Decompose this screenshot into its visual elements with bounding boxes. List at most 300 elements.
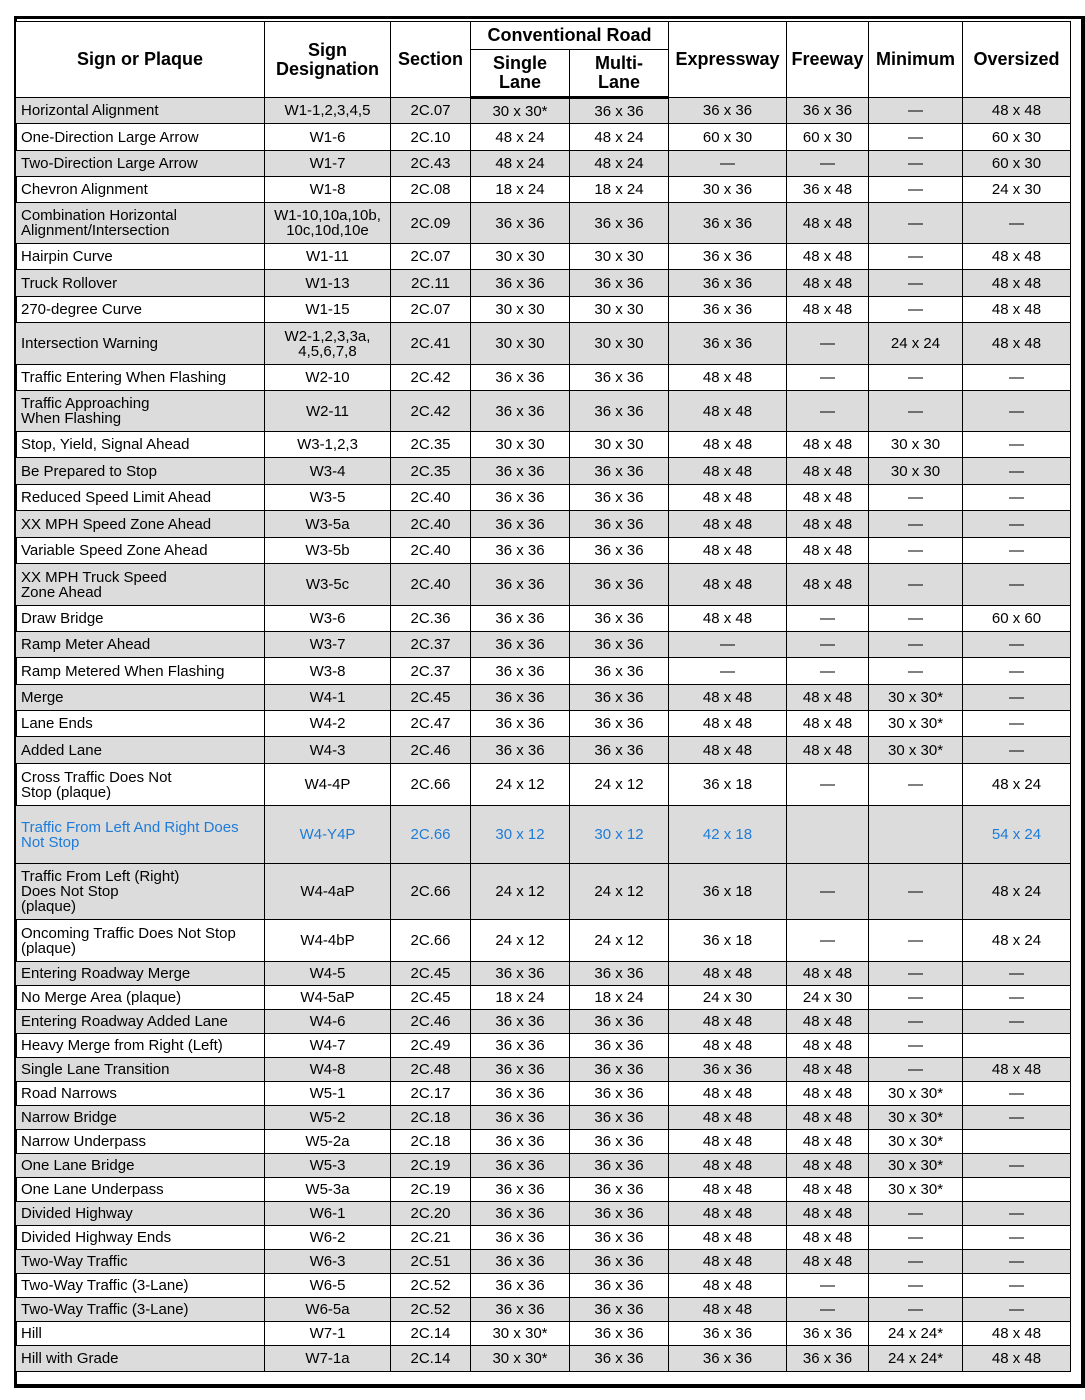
- table-row: [16, 365, 1071, 391]
- expressway-cell: 36 x 18: [669, 864, 787, 920]
- freeway-cell: 48 x 48: [787, 1082, 869, 1106]
- table-row: [16, 806, 1071, 864]
- minimum-cell: —: [869, 920, 963, 962]
- section-cell: 2C.66: [391, 920, 471, 962]
- minimum-cell: —: [869, 606, 963, 632]
- header-conventional-road: Conventional Road: [471, 22, 669, 50]
- multi-lane-cell: 36 x 36: [570, 538, 669, 564]
- designation-cell: W4-1: [265, 685, 391, 711]
- oversized-cell: —: [963, 1202, 1071, 1226]
- single-lane-cell: 36 x 36: [471, 658, 570, 685]
- sign-name-cell: Combination Horizontal Alignment/Intersection: [16, 203, 265, 244]
- expressway-cell: 48 x 48: [669, 1010, 787, 1034]
- sign-name-cell: Truck Rollover: [16, 270, 265, 297]
- section-cell: 2C.43: [391, 151, 471, 177]
- oversized-cell: 60 x 30: [963, 124, 1071, 151]
- multi-lane-cell: 36 x 36: [570, 1250, 669, 1274]
- multi-lane-cell: 36 x 36: [570, 658, 669, 685]
- expressway-cell: 48 x 48: [669, 365, 787, 391]
- multi-lane-cell: 36 x 36: [570, 737, 669, 764]
- oversized-cell: —: [963, 1274, 1071, 1298]
- table-row: [16, 391, 1071, 432]
- minimum-cell: —: [869, 1250, 963, 1274]
- multi-lane-cell: 36 x 36: [570, 270, 669, 297]
- minimum-cell: —: [869, 986, 963, 1010]
- single-lane-cell: 36 x 36: [471, 1082, 570, 1106]
- header-designation-line2: Designation: [275, 58, 379, 79]
- table-row: [16, 1250, 1071, 1274]
- oversized-cell: —: [963, 986, 1071, 1010]
- single-lane-cell: 18 x 24: [471, 986, 570, 1010]
- single-lane-cell: 18 x 24: [471, 177, 570, 203]
- section-cell: 2C.07: [391, 297, 471, 323]
- multi-lane-cell: 36 x 36: [570, 98, 669, 124]
- freeway-cell: 24 x 30: [787, 986, 869, 1010]
- designation-cell: W4-2: [265, 711, 391, 737]
- section-cell: 2C.41: [391, 323, 471, 365]
- expressway-cell: 36 x 36: [669, 1346, 787, 1372]
- single-lane-cell: 36 x 36: [471, 632, 570, 658]
- oversized-cell: —: [963, 658, 1071, 685]
- oversized-cell: 60 x 60: [963, 606, 1071, 632]
- section-cell: 2C.49: [391, 1034, 471, 1058]
- freeway-cell: —: [787, 632, 869, 658]
- multi-lane-cell: 36 x 36: [570, 511, 669, 538]
- single-lane-cell: 36 x 36: [471, 511, 570, 538]
- freeway-cell: 48 x 48: [787, 1250, 869, 1274]
- section-cell: 2C.52: [391, 1298, 471, 1322]
- oversized-cell: —: [963, 458, 1071, 485]
- table-row: [16, 151, 1071, 177]
- oversized-cell: —: [963, 564, 1071, 606]
- minimum-cell: —: [869, 270, 963, 297]
- minimum-cell: 30 x 30*: [869, 1082, 963, 1106]
- table-row: [16, 1298, 1071, 1322]
- multi-lane-cell: 36 x 36: [570, 1322, 669, 1346]
- oversized-cell: 48 x 48: [963, 270, 1071, 297]
- freeway-cell: 48 x 48: [787, 244, 869, 270]
- minimum-cell: 30 x 30*: [869, 737, 963, 764]
- sign-name-cell: XX MPH Speed Zone Ahead: [16, 511, 265, 538]
- table-row: [16, 1010, 1071, 1034]
- table-row: [16, 177, 1071, 203]
- designation-cell: W4-4P: [265, 764, 391, 806]
- expressway-cell: 48 x 48: [669, 1154, 787, 1178]
- designation-cell: W1-11: [265, 244, 391, 270]
- oversized-cell: 48 x 48: [963, 297, 1071, 323]
- sign-name-cell: Two-Way Traffic (3-Lane): [16, 1274, 265, 1298]
- designation-cell: W2-1,2,3,3a, 4,5,6,7,8: [265, 323, 391, 365]
- multi-lane-cell: 30 x 30: [570, 244, 669, 270]
- single-lane-cell: 36 x 36: [471, 564, 570, 606]
- multi-lane-cell: 30 x 30: [570, 432, 669, 458]
- designation-cell: W7-1: [265, 1322, 391, 1346]
- freeway-cell: —: [787, 606, 869, 632]
- designation-cell: W5-3a: [265, 1178, 391, 1202]
- freeway-cell: 48 x 48: [787, 1178, 869, 1202]
- oversized-cell: —: [963, 1010, 1071, 1034]
- multi-lane-cell: 36 x 36: [570, 365, 669, 391]
- sign-name-cell: Traffic Entering When Flashing: [16, 365, 265, 391]
- single-lane-cell: 24 x 12: [471, 764, 570, 806]
- table-row: [16, 658, 1071, 685]
- single-lane-cell: 36 x 36: [471, 270, 570, 297]
- oversized-cell: 48 x 48: [963, 1346, 1071, 1372]
- section-cell: 2C.37: [391, 658, 471, 685]
- section-cell: 2C.66: [391, 806, 471, 864]
- expressway-cell: 36 x 36: [669, 203, 787, 244]
- freeway-cell: 48 x 48: [787, 737, 869, 764]
- multi-lane-cell: 30 x 30: [570, 297, 669, 323]
- section-cell: 2C.18: [391, 1106, 471, 1130]
- table-row: [16, 1082, 1071, 1106]
- oversized-cell: —: [963, 365, 1071, 391]
- header-expressway: Expressway: [669, 22, 787, 98]
- table-row: [16, 564, 1071, 606]
- section-cell: 2C.19: [391, 1154, 471, 1178]
- multi-lane-cell: 36 x 36: [570, 391, 669, 432]
- single-lane-cell: 36 x 36: [471, 1298, 570, 1322]
- minimum-cell: 30 x 30*: [869, 1178, 963, 1202]
- oversized-cell: 48 x 48: [963, 323, 1071, 365]
- sign-name-cell: Intersection Warning: [16, 323, 265, 365]
- minimum-cell: —: [869, 864, 963, 920]
- header-designation-line1: Sign: [308, 39, 347, 60]
- minimum-cell: 30 x 30: [869, 458, 963, 485]
- section-cell: 2C.07: [391, 98, 471, 124]
- freeway-cell: 48 x 48: [787, 1034, 869, 1058]
- multi-lane-cell: 36 x 36: [570, 1058, 669, 1082]
- table-row: [16, 511, 1071, 538]
- freeway-cell: 48 x 48: [787, 297, 869, 323]
- designation-cell: W5-2a: [265, 1130, 391, 1154]
- single-lane-cell: 36 x 36: [471, 711, 570, 737]
- oversized-cell: [963, 1178, 1071, 1202]
- multi-lane-cell: 36 x 36: [570, 606, 669, 632]
- designation-cell: W2-10: [265, 365, 391, 391]
- oversized-cell: —: [963, 511, 1071, 538]
- table-row: [16, 962, 1071, 986]
- designation-cell: W4-8: [265, 1058, 391, 1082]
- header-sign-designation: [265, 22, 391, 98]
- section-cell: 2C.47: [391, 711, 471, 737]
- freeway-cell: 60 x 30: [787, 124, 869, 151]
- designation-cell: W3-7: [265, 632, 391, 658]
- single-lane-cell: 30 x 30*: [471, 1322, 570, 1346]
- section-cell: 2C.46: [391, 1010, 471, 1034]
- designation-cell: W3-6: [265, 606, 391, 632]
- expressway-cell: 48 x 48: [669, 564, 787, 606]
- expressway-cell: 36 x 18: [669, 920, 787, 962]
- table-row: [16, 485, 1071, 511]
- expressway-cell: 42 x 18: [669, 806, 787, 864]
- expressway-cell: —: [669, 632, 787, 658]
- minimum-cell: 30 x 30*: [869, 711, 963, 737]
- single-lane-cell: 36 x 36: [471, 1058, 570, 1082]
- section-cell: 2C.66: [391, 864, 471, 920]
- table-row: [16, 270, 1071, 297]
- table-row: [16, 203, 1071, 244]
- single-lane-cell: 30 x 30: [471, 323, 570, 365]
- section-cell: 2C.10: [391, 124, 471, 151]
- multi-lane-cell: 36 x 36: [570, 1106, 669, 1130]
- oversized-cell: —: [963, 203, 1071, 244]
- expressway-cell: 48 x 48: [669, 737, 787, 764]
- designation-cell: W4-4aP: [265, 864, 391, 920]
- expressway-cell: 36 x 36: [669, 1322, 787, 1346]
- table-row: [16, 1106, 1071, 1130]
- section-cell: 2C.07: [391, 244, 471, 270]
- multi-lane-cell: 36 x 36: [570, 1346, 669, 1372]
- multi-lane-cell: 48 x 24: [570, 151, 669, 177]
- sign-name-cell: Cross Traffic Does Not Stop (plaque): [16, 764, 265, 806]
- section-cell: 2C.45: [391, 962, 471, 986]
- section-cell: 2C.40: [391, 538, 471, 564]
- table-row: [16, 920, 1071, 962]
- sign-name-cell: Hill: [16, 1322, 265, 1346]
- section-cell: 2C.46: [391, 737, 471, 764]
- expressway-cell: 48 x 48: [669, 432, 787, 458]
- designation-cell: W3-4: [265, 458, 391, 485]
- table-row: [16, 297, 1071, 323]
- single-lane-cell: 36 x 36: [471, 485, 570, 511]
- minimum-cell: —: [869, 151, 963, 177]
- expressway-cell: 48 x 48: [669, 458, 787, 485]
- freeway-cell: 48 x 48: [787, 538, 869, 564]
- minimum-cell: —: [869, 1298, 963, 1322]
- expressway-cell: 36 x 18: [669, 764, 787, 806]
- expressway-cell: 48 x 48: [669, 711, 787, 737]
- header-oversized: Oversized: [963, 22, 1071, 98]
- single-lane-cell: 36 x 36: [471, 1154, 570, 1178]
- sign-name-cell: Traffic From Left And Right Does Not Stop: [16, 806, 265, 864]
- multi-lane-cell: 24 x 12: [570, 764, 669, 806]
- multi-lane-cell: 36 x 36: [570, 1034, 669, 1058]
- table-row: [16, 1034, 1071, 1058]
- freeway-cell: 48 x 48: [787, 511, 869, 538]
- table-row: [16, 1058, 1071, 1082]
- oversized-cell: —: [963, 737, 1071, 764]
- expressway-cell: 48 x 48: [669, 1178, 787, 1202]
- expressway-cell: 60 x 30: [669, 124, 787, 151]
- sign-size-table: [15, 21, 1071, 1372]
- expressway-cell: 36 x 36: [669, 323, 787, 365]
- designation-cell: W6-5: [265, 1274, 391, 1298]
- minimum-cell: 30 x 30*: [869, 1106, 963, 1130]
- sign-name-cell: Divided Highway: [16, 1202, 265, 1226]
- freeway-cell: —: [787, 764, 869, 806]
- designation-cell: W5-1: [265, 1082, 391, 1106]
- single-lane-cell: 36 x 36: [471, 1010, 570, 1034]
- oversized-cell: —: [963, 1226, 1071, 1250]
- sign-name-cell: Traffic From Left (Right) Does Not Stop (plaque): [16, 864, 265, 920]
- header-sign-or-plaque: Sign or Plaque: [16, 22, 265, 98]
- oversized-cell: —: [963, 685, 1071, 711]
- single-lane-cell: 36 x 36: [471, 538, 570, 564]
- sign-name-cell: Single Lane Transition: [16, 1058, 265, 1082]
- table-row: [16, 124, 1071, 151]
- sign-name-cell: Heavy Merge from Right (Left): [16, 1034, 265, 1058]
- sign-name-cell: Two-Way Traffic (3-Lane): [16, 1298, 265, 1322]
- oversized-cell: 48 x 48: [963, 98, 1071, 124]
- oversized-cell: 48 x 24: [963, 864, 1071, 920]
- header-single-lane: [471, 50, 570, 98]
- minimum-cell: —: [869, 538, 963, 564]
- designation-cell: W3-5: [265, 485, 391, 511]
- oversized-cell: —: [963, 1298, 1071, 1322]
- oversized-cell: 48 x 24: [963, 764, 1071, 806]
- expressway-cell: 36 x 36: [669, 270, 787, 297]
- single-lane-cell: 36 x 36: [471, 606, 570, 632]
- multi-lane-cell: 36 x 36: [570, 485, 669, 511]
- designation-cell: W3-5a: [265, 511, 391, 538]
- oversized-cell: 48 x 48: [963, 1058, 1071, 1082]
- single-lane-cell: 36 x 36: [471, 962, 570, 986]
- expressway-cell: 48 x 48: [669, 1274, 787, 1298]
- header-section: Section: [391, 22, 471, 98]
- table-row: [16, 244, 1071, 270]
- sign-name-cell: Divided Highway Ends: [16, 1226, 265, 1250]
- single-lane-cell: 36 x 36: [471, 365, 570, 391]
- sign-name-cell: One Lane Bridge: [16, 1154, 265, 1178]
- section-cell: 2C.21: [391, 1226, 471, 1250]
- section-cell: 2C.18: [391, 1130, 471, 1154]
- sign-name-cell: Ramp Meter Ahead: [16, 632, 265, 658]
- sign-name-cell: 270-degree Curve: [16, 297, 265, 323]
- single-lane-cell: 24 x 12: [471, 864, 570, 920]
- header-single-line2: Lane: [498, 72, 541, 92]
- freeway-cell: 48 x 48: [787, 270, 869, 297]
- multi-lane-cell: 36 x 36: [570, 564, 669, 606]
- designation-cell: W1-6: [265, 124, 391, 151]
- minimum-cell: —: [869, 177, 963, 203]
- single-lane-cell: 30 x 30*: [471, 98, 570, 124]
- designation-cell: W2-11: [265, 391, 391, 432]
- single-lane-cell: 36 x 36: [471, 1226, 570, 1250]
- sign-name-cell: Stop, Yield, Signal Ahead: [16, 432, 265, 458]
- sign-name-cell: Two-Way Traffic: [16, 1250, 265, 1274]
- single-lane-cell: 36 x 36: [471, 1178, 570, 1202]
- sign-name-cell: Lane Ends: [16, 711, 265, 737]
- minimum-cell: 24 x 24: [869, 323, 963, 365]
- sign-name-cell: Traffic Approaching When Flashing: [16, 391, 265, 432]
- freeway-cell: —: [787, 864, 869, 920]
- oversized-cell: [963, 1034, 1071, 1058]
- minimum-cell: 30 x 30*: [869, 685, 963, 711]
- single-lane-cell: 30 x 12: [471, 806, 570, 864]
- multi-lane-cell: 36 x 36: [570, 1010, 669, 1034]
- designation-cell: W4-5: [265, 962, 391, 986]
- section-cell: 2C.35: [391, 458, 471, 485]
- designation-cell: W7-1a: [265, 1346, 391, 1372]
- freeway-cell: 48 x 48: [787, 962, 869, 986]
- minimum-cell: —: [869, 485, 963, 511]
- section-cell: 2C.45: [391, 685, 471, 711]
- sign-name-cell: Narrow Underpass: [16, 1130, 265, 1154]
- section-cell: 2C.42: [391, 365, 471, 391]
- freeway-cell: —: [787, 391, 869, 432]
- single-lane-cell: 36 x 36: [471, 1106, 570, 1130]
- single-lane-cell: 30 x 30: [471, 244, 570, 270]
- designation-cell: W4-7: [265, 1034, 391, 1058]
- multi-lane-cell: 36 x 36: [570, 1298, 669, 1322]
- sign-name-cell: Hill with Grade: [16, 1346, 265, 1372]
- expressway-cell: 48 x 48: [669, 1226, 787, 1250]
- expressway-cell: 48 x 48: [669, 391, 787, 432]
- single-lane-cell: 36 x 36: [471, 1250, 570, 1274]
- section-cell: 2C.40: [391, 485, 471, 511]
- freeway-cell: 48 x 48: [787, 458, 869, 485]
- expressway-cell: 36 x 36: [669, 297, 787, 323]
- table-row: [16, 458, 1071, 485]
- minimum-cell: —: [869, 365, 963, 391]
- expressway-cell: 48 x 48: [669, 1250, 787, 1274]
- expressway-cell: 48 x 48: [669, 685, 787, 711]
- section-cell: 2C.42: [391, 391, 471, 432]
- section-cell: 2C.45: [391, 986, 471, 1010]
- sign-name-cell: Variable Speed Zone Ahead: [16, 538, 265, 564]
- designation-cell: W6-1: [265, 1202, 391, 1226]
- multi-lane-cell: 36 x 36: [570, 962, 669, 986]
- table-row: [16, 1274, 1071, 1298]
- table-row: [16, 1322, 1071, 1346]
- single-lane-cell: 36 x 36: [471, 1202, 570, 1226]
- expressway-cell: 48 x 48: [669, 538, 787, 564]
- header-freeway: Freeway: [787, 22, 869, 98]
- minimum-cell: —: [869, 962, 963, 986]
- expressway-cell: 36 x 36: [669, 98, 787, 124]
- minimum-cell: —: [869, 1226, 963, 1250]
- designation-cell: W1-13: [265, 270, 391, 297]
- multi-lane-cell: 36 x 36: [570, 1130, 669, 1154]
- sign-name-cell: Draw Bridge: [16, 606, 265, 632]
- oversized-cell: 24 x 30: [963, 177, 1071, 203]
- expressway-cell: 48 x 48: [669, 1298, 787, 1322]
- designation-cell: W3-1,2,3: [265, 432, 391, 458]
- minimum-cell: —: [869, 632, 963, 658]
- oversized-cell: —: [963, 432, 1071, 458]
- designation-cell: W1-8: [265, 177, 391, 203]
- table-row: [16, 1154, 1071, 1178]
- sign-name-cell: Added Lane: [16, 737, 265, 764]
- minimum-cell: —: [869, 244, 963, 270]
- minimum-cell: —: [869, 564, 963, 606]
- minimum-cell: 24 x 24*: [869, 1322, 963, 1346]
- sign-name-cell: Horizontal Alignment: [16, 98, 265, 124]
- sign-name-cell: Narrow Bridge: [16, 1106, 265, 1130]
- designation-cell: W1-1,2,3,4,5: [265, 98, 391, 124]
- single-lane-cell: 48 x 24: [471, 151, 570, 177]
- freeway-cell: 48 x 48: [787, 1226, 869, 1250]
- minimum-cell: —: [869, 203, 963, 244]
- sign-name-cell: XX MPH Truck Speed Zone Ahead: [16, 564, 265, 606]
- section-cell: 2C.08: [391, 177, 471, 203]
- freeway-cell: 36 x 36: [787, 98, 869, 124]
- designation-cell: W5-2: [265, 1106, 391, 1130]
- multi-lane-cell: 36 x 36: [570, 458, 669, 485]
- section-cell: 2C.14: [391, 1322, 471, 1346]
- table-row: [16, 1178, 1071, 1202]
- section-cell: 2C.40: [391, 564, 471, 606]
- designation-cell: W4-6: [265, 1010, 391, 1034]
- expressway-cell: —: [669, 151, 787, 177]
- single-lane-cell: 36 x 36: [471, 737, 570, 764]
- multi-lane-cell: 48 x 24: [570, 124, 669, 151]
- minimum-cell: 30 x 30*: [869, 1130, 963, 1154]
- sign-name-cell: Entering Roadway Added Lane: [16, 1010, 265, 1034]
- oversized-cell: —: [963, 1154, 1071, 1178]
- expressway-cell: 24 x 30: [669, 986, 787, 1010]
